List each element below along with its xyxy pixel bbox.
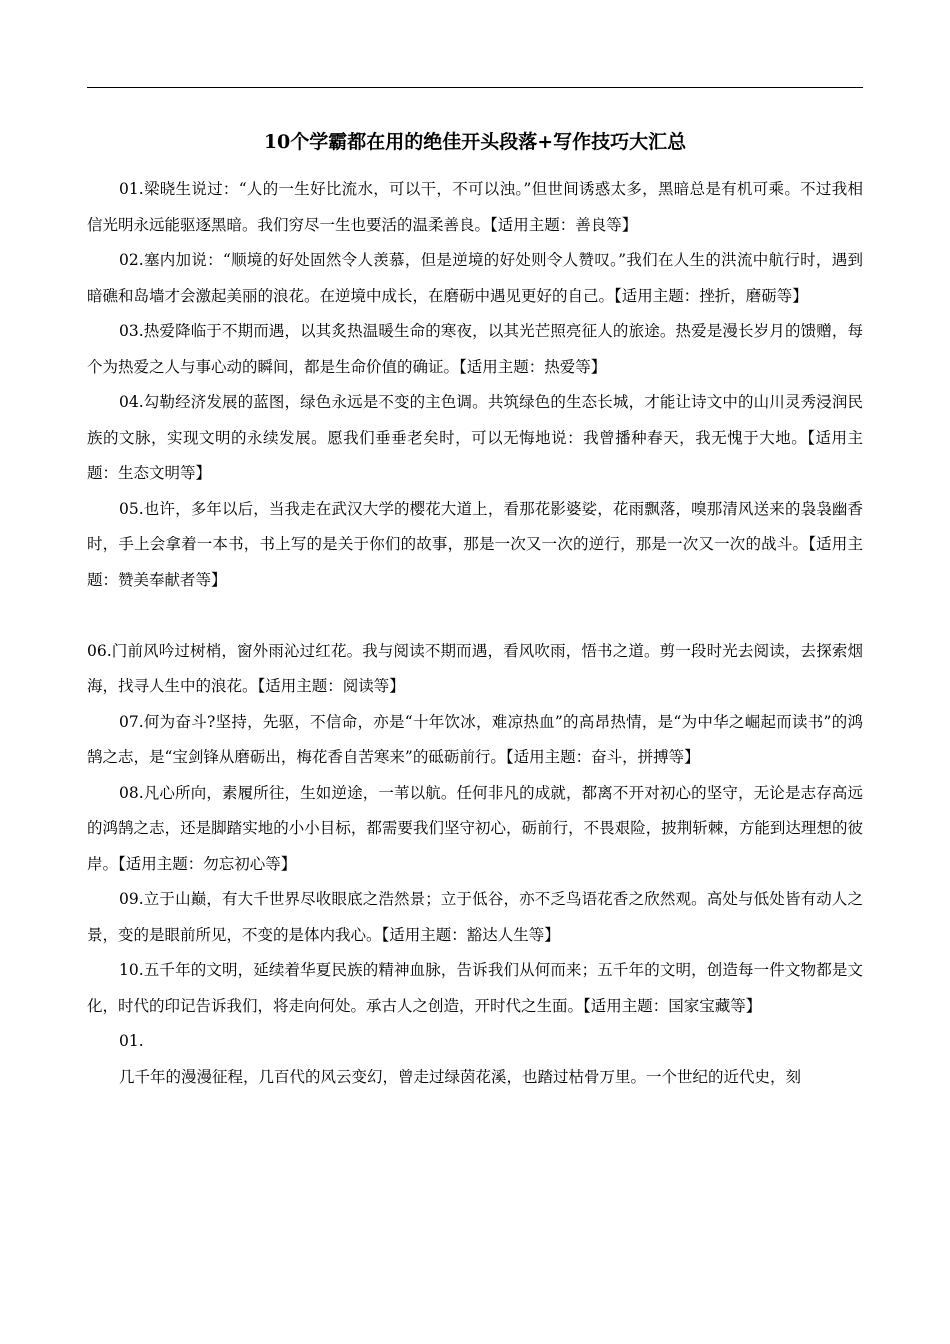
- blank-line: [87, 598, 863, 634]
- paragraph-section-01: 几千年的漫漫征程，几百代的风云变幻，曾走过绿茵花溪，也踏过枯骨万里。一个世纪的近代史，刻: [119, 1067, 802, 1086]
- paragraph-04: 04.勾勒经济发展的蓝图，绿色永远是不变的主色调。共筑绿色的生态长城，才能让诗文中的山川灵秀浸润民族的文脉，实现文明的永续发展。愿我们垂垂老矣时，可以无悔地说：我曾播种春天，我无愧于大地。【适用主题：生态文明等】: [87, 393, 863, 482]
- paragraph-03: 03.热爱降临于不期而遇，以其炙热温暖生命的寒夜，以其光芒照亮征人的旅途。热爱是漫长岁月的馈赠，每个为热爱之人与事心动的瞬间，都是生命价值的确证。【适用主题：热爱等】: [87, 322, 863, 376]
- paragraph-02: 02.塞内加说：“顺境的好处固然令人羡慕，但是逆境的好处则令人赞叹。”我们在人生的洪流中航行时，遇到暗礁和岛墙才会激起美丽的浪花。在逆境中成长，在磨砺中遇见更好的自己。【适用主题：挫折，磨砺等】: [87, 251, 863, 305]
- header-rule: [87, 87, 863, 88]
- paragraph-08: 08.凡心所向，素履所往，生如逆途，一苇以航。任何非凡的成就，都离不开对初心的坚守，无论是志存高远的鸿鹄之志，还是脚踏实地的小小目标，都需要我们坚守初心，砺前行，不畏艰险，披荆斩棘，方能到达理想的彼岸。【适用主题：勿忘初心等】: [87, 783, 863, 873]
- paragraph-01: 01.梁晓生说过：“人的一生好比流水，可以干，不可以浊。”但世间诱惑太多，黑暗总是有机可乘。不过我相信光明永远能驱逐黑暗。我们穷尽一生也要活的温柔善良。【适用主题：善良等】: [87, 180, 863, 234]
- paragraph-07: 07.何为奋斗?坚持，先驱，不信命，亦是“十年饮冰，难凉热血”的高昂热情，是“为中华之崛起而读书”的鸿鹄之志，是“宝剑锋从磨砺出，梅花香自苦寒来”的砥砺前行。【适用主题：奋斗，拼搏等】: [87, 712, 863, 766]
- section-number: 01.: [119, 1032, 144, 1050]
- paragraph-05: 05.也许，多年以后，当我走在武汉大学的樱花大道上，看那花影婆娑，花雨飘落，嗅那清风送来的袅袅幽香时，手上会拿着一本书，书上写的是关于你们的故事，那是一次又一次的逆行，那是一次又一次的战斗。【适用主题：赞美奉献者等】: [87, 499, 863, 589]
- paragraph-06: 06.门前风吟过树梢，窗外雨沁过红花。我与阅读不期而遇，看风吹雨，悟书之道。剪一段时光去阅读，去探索烟海，找寻人生中的浪花。【适用主题：阅读等】: [87, 641, 863, 695]
- document-body: [87, 172, 863, 1095]
- page-title: 10个学霸都在用的绝佳开头段落+写作技巧大汇总: [263, 131, 687, 153]
- paragraph-10: 10.五千年的文明，延续着华夏民族的精神血脉，告诉我们从何而来；五千年的文明，创造每一件文物都是文化，时代的印记告诉我们，将走向何处。承古人之创造，开时代之生面。【适用主题：国家宝藏等】: [87, 961, 863, 1015]
- paragraph-09: 09.立于山巅，有大千世界尽收眼底之浩然景；立于低谷，亦不乏鸟语花香之欣然观。高处与低处皆有动人之景，变的是眼前所见，不变的是体内我心。【适用主题：豁达人生等】: [87, 890, 863, 944]
